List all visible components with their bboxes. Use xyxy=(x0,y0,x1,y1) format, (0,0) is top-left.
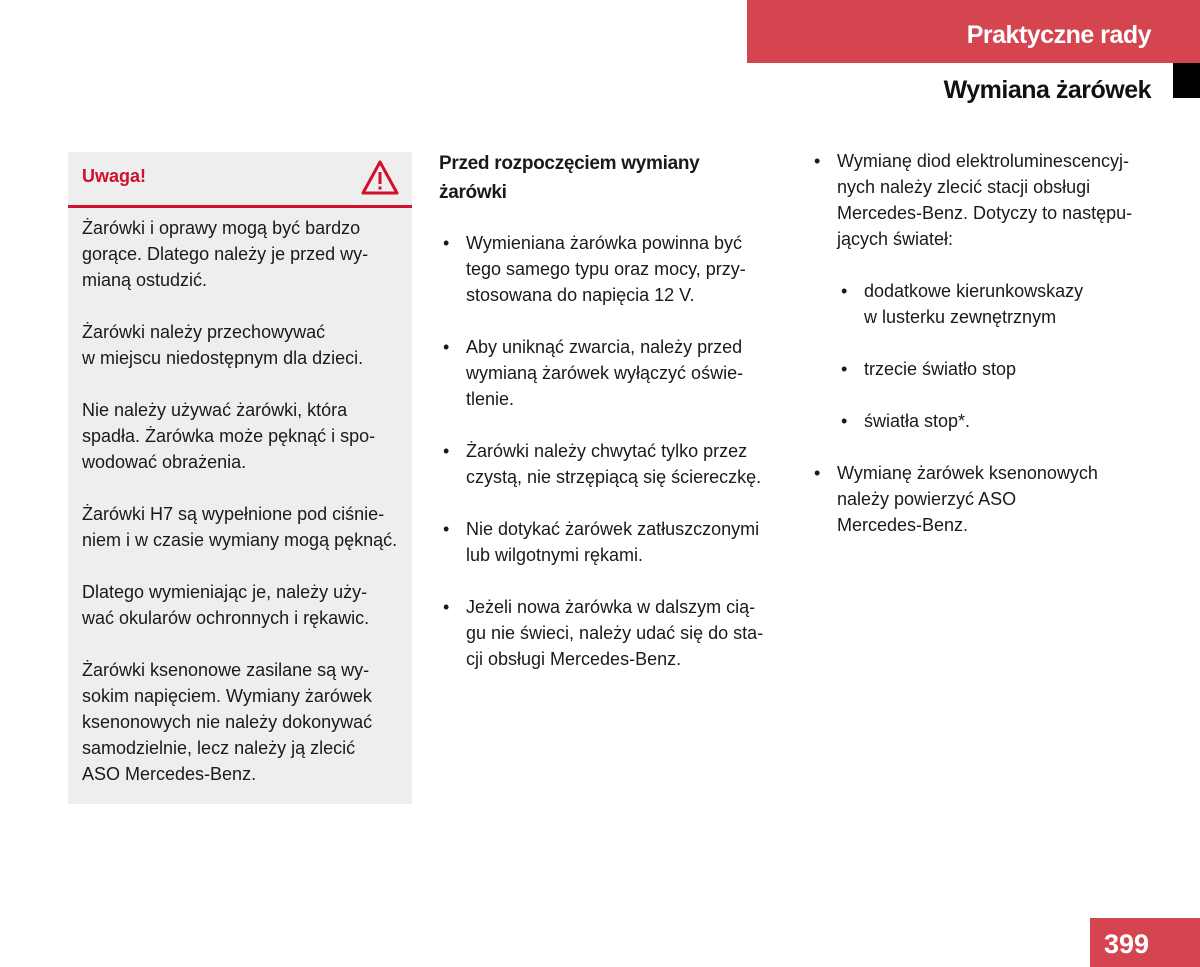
text-line: czystą, nie strzępiącą się ściereczkę. xyxy=(466,467,762,487)
list-item xyxy=(841,408,1132,434)
heading-line: Przed rozpoczęciem wymiany xyxy=(439,153,700,174)
text-line: dodatkowe kierunkowskazy xyxy=(864,281,1084,301)
text-line: Wymianę żarówek ksenonowych xyxy=(837,463,1098,483)
text-line: gorące. Dlatego należy je przed wy- xyxy=(82,244,369,264)
text-line: Jeżeli nowa żarówka w dalszym cią- xyxy=(466,597,756,617)
text-line: Żarówki należy przechowywać xyxy=(82,322,326,342)
warning-divider xyxy=(68,205,412,208)
bullet-icon: • xyxy=(841,359,848,379)
warning-triangle-icon xyxy=(360,158,400,198)
text-line: trzecie światło stop xyxy=(864,359,1017,379)
text-line: stosowana do napięcia 12 V. xyxy=(466,285,695,305)
bullet-icon: • xyxy=(841,411,848,431)
bullet-icon: • xyxy=(443,337,450,357)
text-line: należy powierzyć ASO xyxy=(837,489,1017,509)
text-line: Wymianę diod elektroluminescencyj- xyxy=(837,151,1129,171)
list-item xyxy=(443,230,763,308)
list-item xyxy=(841,278,1132,330)
bullet-list xyxy=(814,148,1132,252)
text-line: Nie należy używać żarówki, która xyxy=(82,400,348,420)
page-number: 399 xyxy=(1104,929,1150,959)
list-item xyxy=(814,148,1132,252)
text-line: Żarówki H7 są wypełnione pod ciśnie- xyxy=(82,504,385,524)
warning-title: Uwaga! xyxy=(82,166,147,186)
list-item xyxy=(443,516,763,568)
warning-box xyxy=(68,152,412,804)
warning-text xyxy=(82,215,397,813)
text-line: w lusterku zewnętrznym xyxy=(864,307,1057,327)
text-line: w miejscu niedostępnym dla dzieci. xyxy=(82,348,364,368)
paragraph xyxy=(82,501,397,553)
bullet-icon: • xyxy=(814,151,821,171)
section-heading xyxy=(439,149,763,207)
text-line: samodzielnie, lecz należy ją zlecić xyxy=(82,738,356,758)
text-line: Żarówki i oprawy mogą być bardzo xyxy=(82,218,361,238)
page-number-box xyxy=(1090,918,1200,967)
text-line: mianą ostudzić. xyxy=(82,270,208,290)
bullet-icon: • xyxy=(443,519,450,539)
bullet-list xyxy=(443,230,763,672)
text-line: Żarówki ksenonowe zasilane są wy- xyxy=(82,660,370,680)
list-item xyxy=(443,594,763,672)
text-line: cji obsługi Mercedes-Benz. xyxy=(466,649,682,669)
paragraph xyxy=(82,319,397,371)
paragraph xyxy=(82,657,397,787)
text-line: ksenonowych nie należy dokonywać xyxy=(82,712,373,732)
text-line: Dlatego wymieniając je, należy uży- xyxy=(82,582,368,602)
text-line: gu nie świeci, należy udać się do sta- xyxy=(466,623,764,643)
section-header-bar xyxy=(747,0,1200,63)
bullet-icon: • xyxy=(443,233,450,253)
text-line: sokim napięciem. Wymiany żarówek xyxy=(82,686,372,706)
text-line: Wymieniana żarówka powinna być xyxy=(466,233,742,253)
text-line: wymianą żarówek wyłączyć oświe- xyxy=(466,363,744,383)
bullet-icon: • xyxy=(841,281,848,301)
paragraph xyxy=(82,579,397,631)
bullet-icon: • xyxy=(814,463,821,483)
bullet-icon: • xyxy=(443,597,450,617)
text-line: Aby uniknąć zwarcia, należy przed xyxy=(466,337,743,357)
list-item xyxy=(841,356,1132,382)
text-line: Mercedes-Benz. Dotyczy to następu- xyxy=(837,203,1133,223)
bullet-icon: • xyxy=(443,441,450,461)
text-line: Nie dotykać żarówek zatłuszczonymi xyxy=(466,519,760,539)
page-title: Wymiana żarówek xyxy=(943,76,1151,104)
text-line: niem i w czasie wymiany mogą pęknąć. xyxy=(82,530,398,550)
text-line: spadła. Żarówka może pęknąć i spo- xyxy=(82,426,376,446)
middle-column xyxy=(439,149,763,698)
text-line: wać okularów ochronnych i rękawic. xyxy=(82,608,370,628)
text-line: światła stop*. xyxy=(864,411,971,431)
text-line: wodować obrażenia. xyxy=(82,452,247,472)
text-line: Mercedes-Benz. xyxy=(837,515,969,535)
text-line: jących świateł: xyxy=(837,229,954,249)
paragraph xyxy=(82,215,397,293)
thumb-index-marker xyxy=(1173,63,1200,98)
list-item xyxy=(443,438,763,490)
text-line: nych należy zlecić stacji obsługi xyxy=(837,177,1091,197)
right-column xyxy=(814,148,1132,564)
section-title: Praktyczne rady xyxy=(966,21,1151,49)
heading-line: żarówki xyxy=(439,182,507,203)
text-line: tlenie. xyxy=(466,389,515,409)
text-line: Żarówki należy chwytać tylko przez xyxy=(466,441,748,461)
text-line: ASO Mercedes-Benz. xyxy=(82,764,257,784)
bullet-list xyxy=(814,460,1132,538)
text-line: lub wilgotnymi rękami. xyxy=(466,545,644,565)
text-line: tego samego typu oraz mocy, przy- xyxy=(466,259,746,279)
paragraph xyxy=(82,397,397,475)
list-item xyxy=(443,334,763,412)
list-item xyxy=(814,460,1132,538)
sub-bullet-list xyxy=(841,278,1132,434)
